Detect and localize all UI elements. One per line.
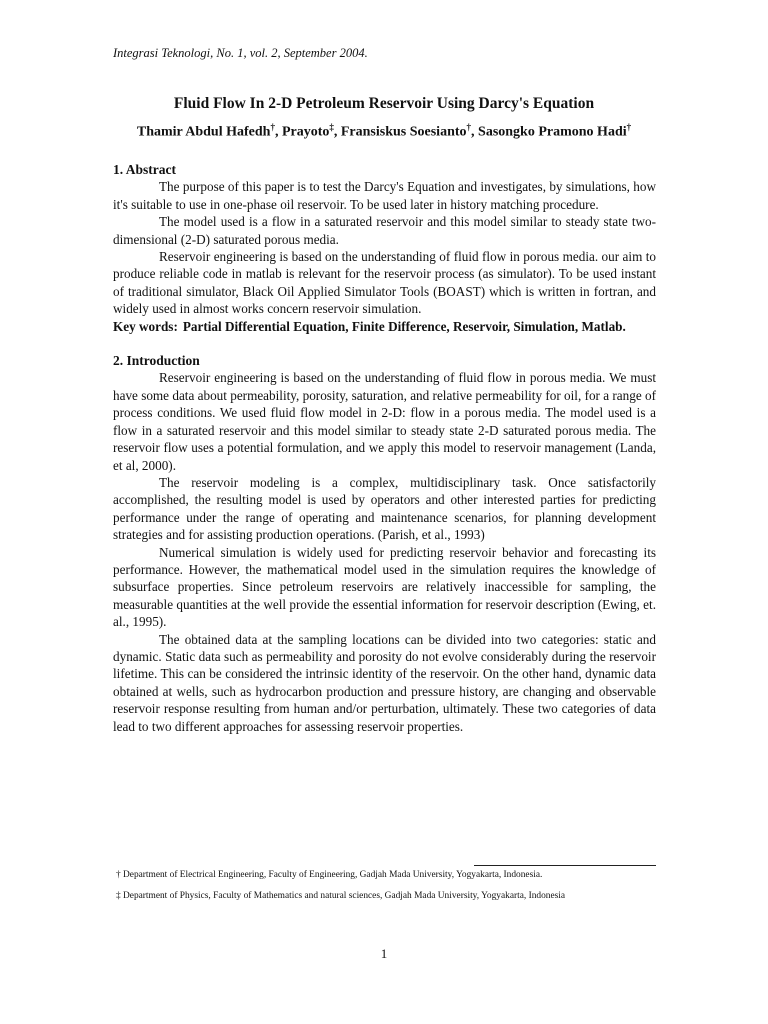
footnote: † Department of Electrical Engineering, Faculty of Engineering, Gadjah Mada University, Yogyakarta, Indonesia. <box>116 870 543 880</box>
introduction-paragraph: Numerical simulation is widely used for predicting reservoir behavior and forecasting its performance. However, the mathematical model used in the simulation requires the knowledge of subsurface properties. Since petroleum reservoirs are relatively inaccessible for sampling, the measurable quantities at the well provide the essential information for reservoir description (Ewing, et. al., 1995). <box>113 544 656 630</box>
journal-header: Integrasi Teknologi, No. 1, vol. 2, September 2004. <box>113 46 368 60</box>
abstract-paragraph: Reservoir engineering is based on the understanding of fluid flow in porous media. our aim to produce reliable code in matlab is relevant for the reservoir process (as simulator). To be used instant of traditional simulator, Black Oil Applied Simulator Tools (BOAST) which is written in fortran, and widely used in almost works concern reservoir simulation. <box>113 249 656 317</box>
footnote-divider <box>474 865 656 866</box>
author-list: Thamir Abdul Hafedh†, Prayoto‡, Fransiskus Soesianto†, Sasongko Pramono Hadi† <box>136 122 632 140</box>
author-name: Sasongko Pramono Hadi <box>478 124 627 140</box>
introduction-paragraph: Reservoir engineering is based on the understanding of fluid flow in porous media. We must have some data about permeability, porosity, saturation, and relative permeability for oil, for a range of process conditions. We used fluid flow model in 2-D: flow in a porous media. The model used is a flow in a saturated reservoir and this model similar to steady state 2-D saturated porous media. The reservoir flow uses a potential formulation, and we apply this model to reservoir management (Landa, et al, 2000). <box>113 370 656 473</box>
abstract-paragraph: The model used is a flow in a saturated reservoir and this model similar to steady state two-dimensional (2-D) saturated porous media. <box>113 214 656 247</box>
footnote: ‡ Department of Physics, Faculty of Mathematics and natural sciences, Gadjah Mada University, Yogyakarta, Indonesia <box>116 891 566 901</box>
introduction-paragraph: The obtained data at the sampling locations can be divided into two categories: static and dynamic. Static data such as permeability and porosity do not evolve considerably during the reservoir lifetime. This can be considered the intrinsic identity of the reservoir. On the other hand, dynamic data obtained at wells, such as hydrocarbon production and pressure history, are changing and observable reservoir response resulting from human and/or perturbation, ultimately. These two categories of data lead to two different approaches for assessing reservoir properties. <box>113 631 656 734</box>
author-name: Thamir Abdul Hafedh <box>136 124 271 140</box>
affiliation-mark: ‡ <box>329 122 334 132</box>
paper-title: Fluid Flow In 2-D Petroleum Reservoir Using Darcy's Equation <box>173 95 595 112</box>
author-name: Fransiskus Soesianto <box>340 124 467 140</box>
introduction-paragraph: The reservoir modeling is a complex, multidisciplinary task. Once satisfactorily accomplished, the resulting model is used by operators and other interested parties for predicting performance under the range of operating and maintenance scenarios, for planning development strategies and for assisting production operations. (Parish, et al., 1993) <box>113 474 656 543</box>
affiliation-mark: † <box>626 122 632 132</box>
body-text <box>113 161 656 735</box>
keywords-text: Partial Differential Equation, Finite Difference, Reservoir, Simulation, Matlab. <box>182 318 626 334</box>
section-heading-abstract: 1. Abstract <box>113 162 176 177</box>
page-number: 1 <box>380 946 388 961</box>
author-name: Prayoto <box>281 124 330 140</box>
affiliation-mark: † <box>270 122 275 132</box>
section-heading-introduction: 2. Introduction <box>113 353 200 369</box>
abstract-paragraph: The purpose of this paper is to test the Darcy's Equation and investigates, by simulations, how it's suitable to use in one-phase oil reservoir. To be used later in history matching procedure. <box>113 179 656 212</box>
keywords-label: Key words: <box>113 318 178 334</box>
keywords-line <box>113 318 656 335</box>
affiliation-mark: † <box>466 122 472 132</box>
